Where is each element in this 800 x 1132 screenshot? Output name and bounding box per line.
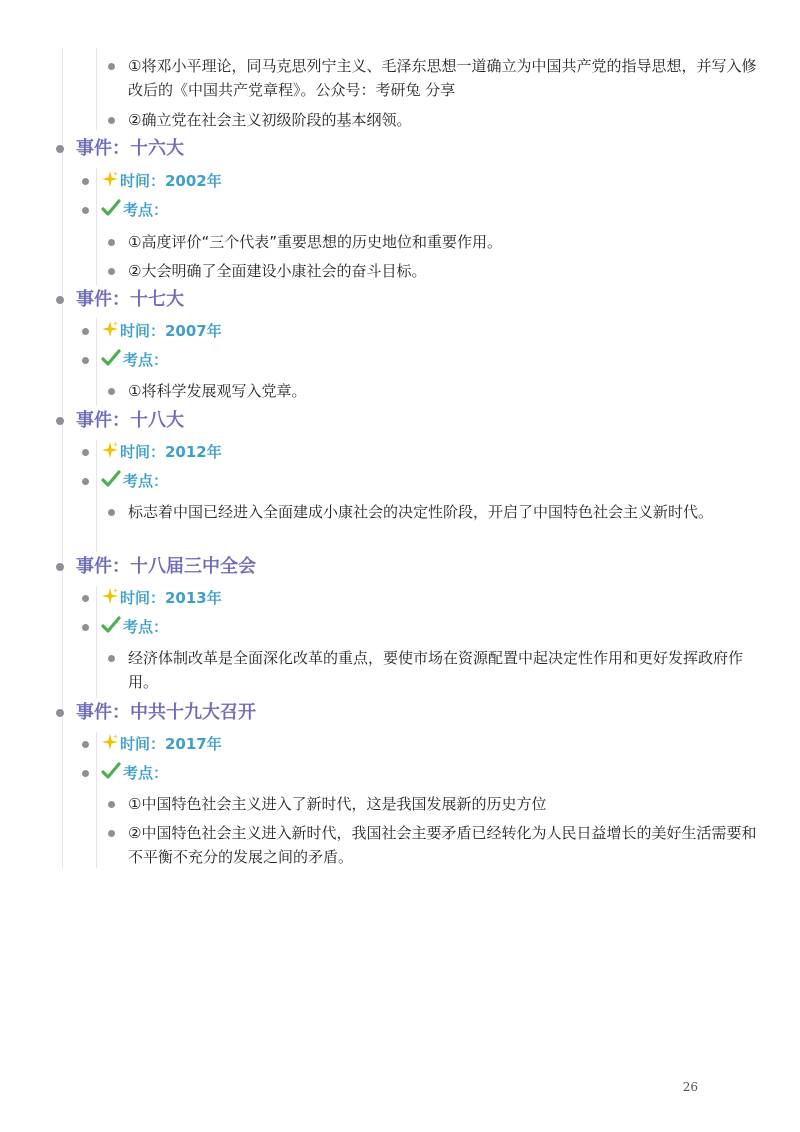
event-heading: [56, 701, 256, 725]
outline-guide-line: [62, 48, 63, 868]
event-title: 事件：十六大: [76, 138, 184, 159]
key-points-label: 考点：: [123, 764, 169, 782]
bullet-dot: [82, 328, 89, 335]
bullet-dot: [82, 741, 89, 748]
bullet-dot: [108, 830, 115, 837]
point-text: ①高度评价“三个代表”重要思想的历史地位和重要作用。: [128, 233, 502, 251]
key-points-item: [82, 762, 168, 784]
bullet-dot: [56, 145, 64, 153]
bullet-dot: [108, 655, 115, 662]
check-mark-icon: [101, 470, 121, 488]
list-item: [108, 646, 758, 694]
bullet-dot: [108, 388, 115, 395]
time-text: 时间：2012年: [120, 443, 222, 461]
list-item: [108, 259, 758, 283]
sparkles-icon: [101, 170, 119, 188]
point-text: ②中国特色社会主义进入新时代，我国社会主要矛盾已经转化为人民日益增长的美好生活需要和不平衡不充分的发展之间的矛盾。: [128, 824, 757, 866]
event-heading: [56, 409, 184, 433]
point-text: ①中国特色社会主义进入了新时代，这是我国发展新的历史方位: [128, 795, 547, 813]
point-text: ②大会明确了全面建设小康社会的奋斗目标。: [128, 262, 427, 280]
bullet-dot: [56, 296, 64, 304]
key-points-label: 考点：: [123, 618, 169, 636]
point-text: ②确立党在社会主义初级阶段的基本纲领。: [128, 111, 412, 129]
event-heading: [56, 288, 184, 312]
check-mark-icon: [101, 616, 121, 634]
sparkles-icon: [101, 733, 119, 751]
bullet-dot: [82, 178, 89, 185]
time-text: 时间：2007年: [120, 322, 222, 340]
list-item: [108, 230, 758, 254]
check-mark-icon: [101, 349, 121, 367]
key-points-item: [82, 470, 168, 492]
bullet-dot: [82, 449, 89, 456]
bullet-dot: [108, 117, 115, 124]
list-item: [108, 821, 758, 869]
event-heading: [56, 555, 256, 579]
bullet-dot: [56, 709, 64, 717]
check-mark-icon: [101, 762, 121, 780]
key-points-item: [82, 616, 168, 638]
page-number: 26: [682, 1080, 698, 1094]
sparkles-icon: [101, 441, 119, 459]
key-points-item: [82, 199, 168, 221]
bullet-dot: [108, 801, 115, 808]
time-item: [82, 733, 222, 755]
bullet-dot: [82, 770, 89, 777]
point-text: 标志着中国已经进入全面建成小康社会的决定性阶段，开启了中国特色社会主义新时代。: [128, 503, 714, 521]
bullet-dot: [82, 478, 89, 485]
key-points-label: 考点：: [123, 472, 169, 490]
bullet-dot: [82, 624, 89, 631]
time-text: 时间：2017年: [120, 735, 222, 753]
time-item: [82, 587, 222, 609]
bullet-dot: [56, 417, 64, 425]
bullet-dot: [108, 509, 115, 516]
bullet-dot: [56, 563, 64, 571]
time-text: 时间：2002年: [120, 172, 222, 190]
event-heading: [56, 137, 184, 161]
time-item: [82, 170, 222, 192]
event-title: 事件：十八届三中全会: [76, 556, 256, 577]
bullet-dot: [108, 239, 115, 246]
list-item: [108, 379, 758, 403]
event-title: 事件：中共十九大召开: [76, 702, 256, 723]
point-text: ①将科学发展观写入党章。: [128, 382, 307, 400]
key-points-label: 考点：: [123, 201, 169, 219]
time-text: 时间：2013年: [120, 589, 222, 607]
key-points-item: [82, 349, 168, 371]
time-item: [82, 441, 222, 463]
sparkles-icon: [101, 587, 119, 605]
list-item: [108, 500, 748, 524]
event-title: 事件：十八大: [76, 410, 184, 431]
list-item: [108, 108, 758, 132]
event-title: 事件：十七大: [76, 289, 184, 310]
bullet-dot: [108, 63, 115, 70]
bullet-dot: [108, 268, 115, 275]
bullet-dot: [82, 357, 89, 364]
outline-guide-line: [96, 48, 97, 130]
check-mark-icon: [101, 199, 121, 217]
point-text: ①将邓小平理论，同马克思列宁主义、毛泽东思想一道确立为中国共产党的指导思想，并写入修改后的《中国共产党章程》。公众号：考研兔 分享: [128, 57, 757, 99]
point-text: 经济体制改革是全面深化改革的重点，要使市场在资源配置中起决定性作用和更好发挥政府作用。: [128, 649, 744, 691]
bullet-dot: [82, 595, 89, 602]
time-item: [82, 320, 222, 342]
bullet-dot: [82, 207, 89, 214]
list-item: [108, 54, 758, 102]
key-points-label: 考点：: [123, 351, 169, 369]
sparkles-icon: [101, 320, 119, 338]
list-item: [108, 792, 758, 816]
